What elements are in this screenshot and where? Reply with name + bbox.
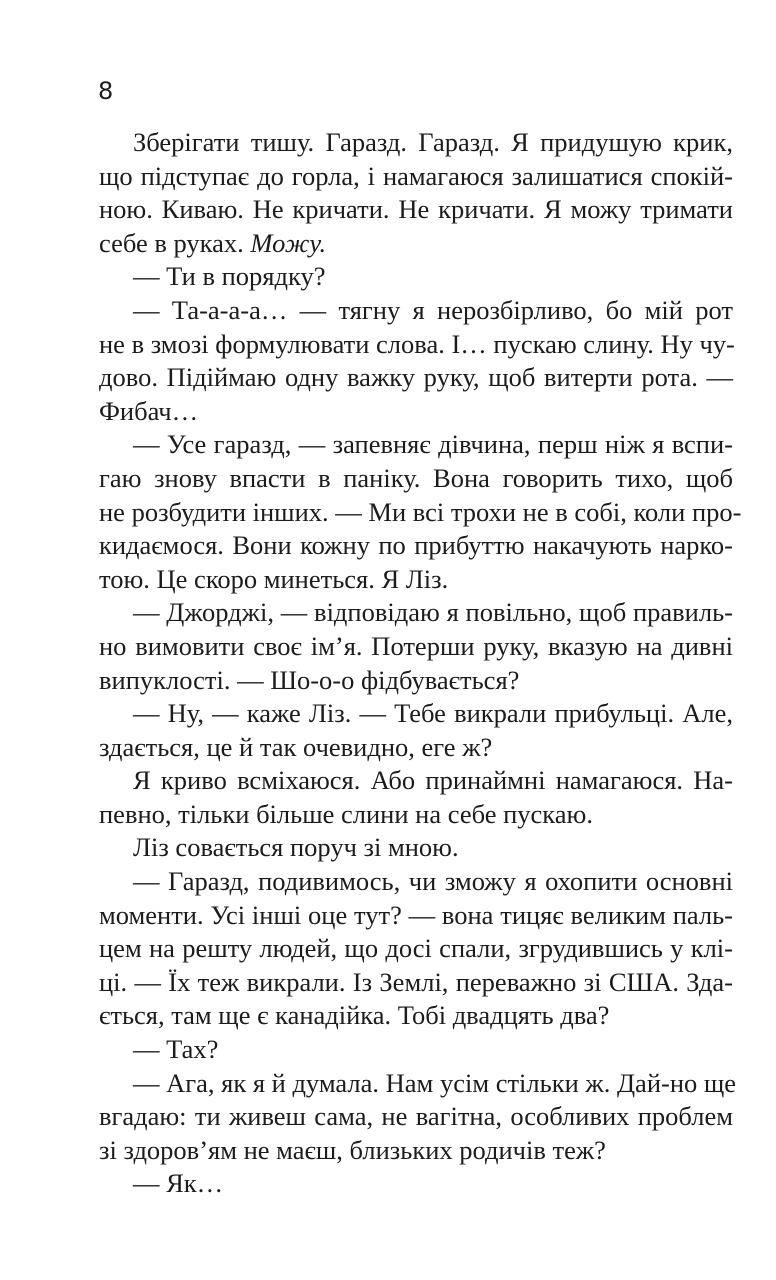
text-line [99,496,742,530]
text-line-content: Ліз совається поруч зі мною. [133,832,459,863]
text-line [99,1167,733,1201]
text-line [99,428,733,462]
text-line [99,798,733,832]
text-line [99,193,733,227]
text-line-content: — Ну, — каже Ліз. — Тебе викрали прибульці. Але, [133,698,733,729]
text-line-content: зі здоров’ям не маєш, близьких родичів теж? [99,1134,606,1165]
text-line-content: дово. Підіймаю одну важку руку, щоб витерти рота. — [99,362,733,393]
text-line-content: — Гаразд, подивимось, чи зможу я охопити основні [133,866,733,897]
text-line-content: ною. Киваю. Не кричати. Не кричати. Я можу тримати [99,194,733,225]
text-line-content: певно, тільки більше слини на себе пускаю. [99,798,593,829]
text-line [99,227,733,261]
text-line-content: моменти. Усі інші оце тут? — вона тицяє великим паль- [99,899,733,930]
text-line-content: Зберігати тишу. Гаразд. Гаразд. Я придушую крик, [133,127,733,157]
text-line-content: випуклості. — Шо-о-о фідбувається? [99,664,520,695]
text-line-content: цем на решту людей, що досі спали, згрудившись у клі- [99,933,733,964]
text-line-content: Фибач… [99,395,199,426]
text-line-content: себе в руках. [99,227,244,258]
text-line-content: — Тах? [133,1034,219,1065]
text-line [99,126,733,160]
body-text [99,126,742,1201]
text-line-content: — Та-а-а-а… — тягну я нерозбірливо, бо мій рот [133,294,733,325]
text-line [99,831,733,865]
text-line-content: вгадаю: ти живеш сама, не вагітна, особливих проблем [99,1101,733,1132]
text-line [99,462,733,496]
text-line [99,328,733,362]
text-line [99,731,733,765]
text-line [99,999,733,1033]
text-line-content: що підступає до горла, і намагаюся залишатися спокій- [99,160,733,191]
text-line-content: — Як… [133,1168,224,1199]
text-line-content: — Ти в порядку? [133,261,326,292]
italic-emphasis: Можу. [250,227,327,258]
text-line [99,1033,733,1067]
text-line-content: не розбудити інших. — Ми всі трохи не в собі, коли про- [99,496,742,527]
text-line-content: здається, це й так очевидно, еге ж? [99,731,493,762]
text-line [99,260,733,294]
text-line [99,697,733,731]
text-line [99,764,733,798]
text-line [99,932,733,966]
page-number: 8 [98,77,114,105]
text-line [99,294,733,328]
text-line [99,395,733,429]
text-line-content: но вимовити своє ім’я. Потерши руку, вказую на дивні [99,630,733,661]
text-line-content: не в змозі формулювати слова. І… пускаю слину. Ну чу- [99,328,735,359]
text-line [99,563,733,597]
text-line [99,160,733,194]
text-line-content: гаю знову впасти в паніку. Вона говорить тихо, щоб [99,462,733,493]
text-line [99,966,733,1000]
text-line-content: — Усе гаразд, — запевняє дівчина, перш ніж я вспи- [133,429,733,460]
text-line [99,1067,737,1101]
text-line-content: кидаємося. Вони кожну по прибуттю накачують нарко- [99,530,733,561]
text-line-content: ці. — Їх теж викрали. Із Землі, переважно зі США. Зда- [99,966,733,997]
text-line [99,899,733,933]
text-line [99,865,733,899]
text-line [99,1134,733,1168]
text-line-content: тою. Це скоро минеться. Я Ліз. [99,563,449,594]
text-line-content: ється, там ще є канадійка. Тобі двадцять два? [99,1000,610,1031]
text-line [99,630,733,664]
text-line-content: — Ага, як я й думала. Нам усім стільки ж. Дай-но ще [133,1067,737,1098]
text-line-content: Я криво всміхаюся. Або принаймні намагаюся. На- [133,765,733,796]
text-line [99,529,733,563]
text-line [99,664,733,698]
text-line [99,361,733,395]
text-line [99,1100,733,1134]
text-line-content: — Джорджі, — відповідаю я повільно, щоб правиль- [133,597,733,628]
text-line [99,596,733,630]
